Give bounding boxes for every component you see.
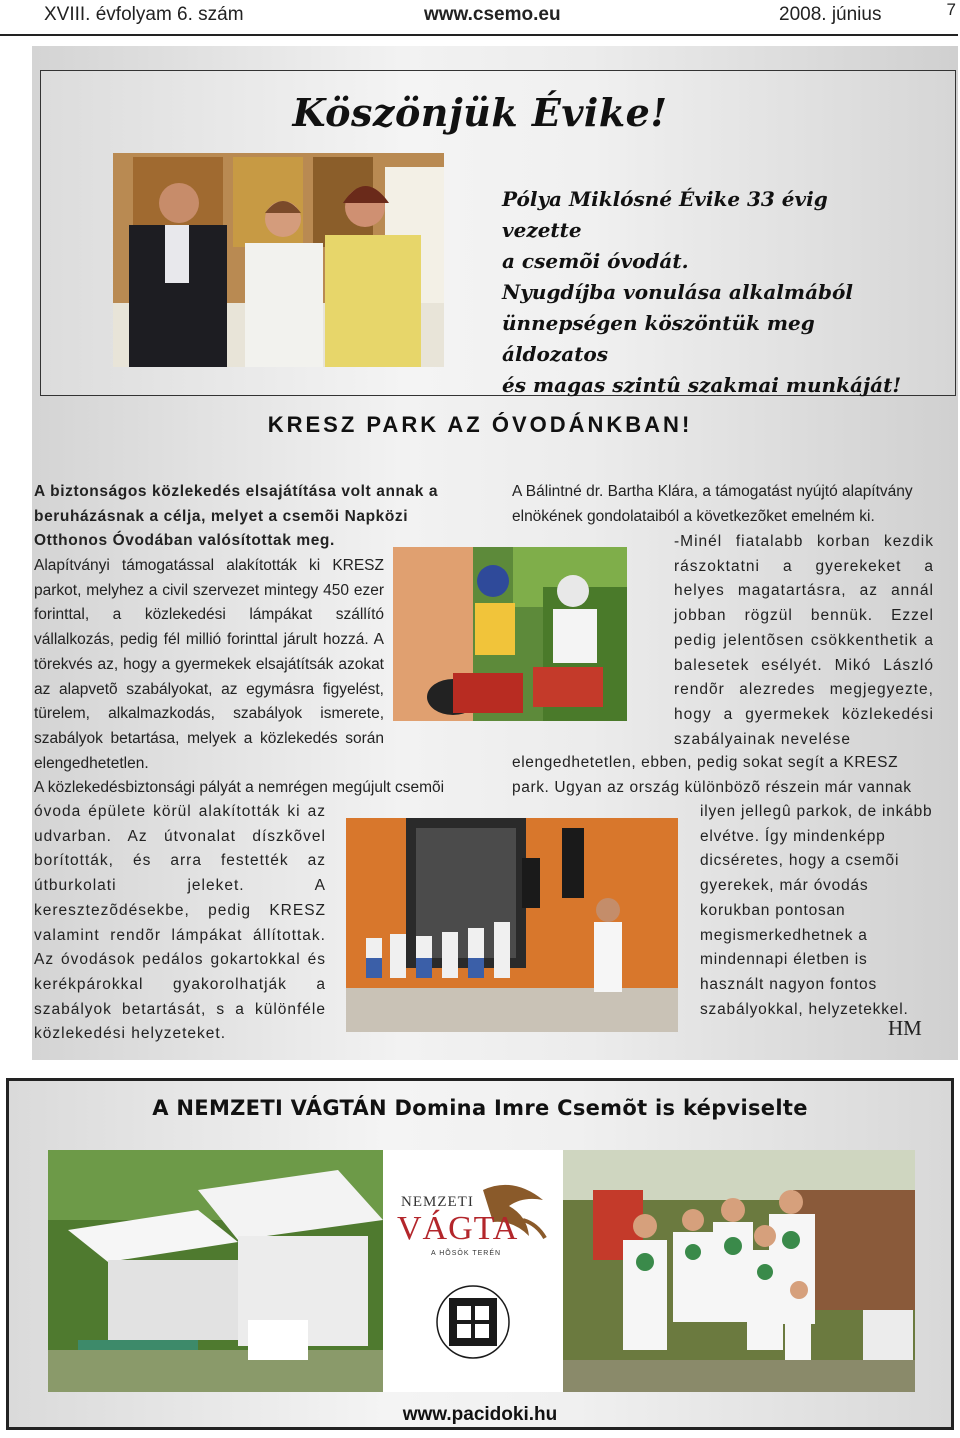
vagta-tent-photo <box>48 1150 383 1392</box>
article-lead <box>34 480 482 554</box>
page-number: 7 <box>946 0 956 19</box>
header-rule <box>0 34 958 36</box>
kresz-section-title: KRESZ PARK AZ ÓVODÁNKBAN! <box>267 412 693 437</box>
vagta-logo-sub: A HÕSÖK TERÉN <box>431 1250 502 1257</box>
retirement-photo-art <box>113 153 444 367</box>
thanks-line: és magas szintû szakmai munkáját! <box>502 373 902 397</box>
vagta-tent-photo-art <box>48 1150 383 1392</box>
vagta-logo-art <box>383 1150 563 1392</box>
vagta-logo-box <box>383 1150 563 1392</box>
kids-gokart-photo <box>393 547 627 721</box>
thanks-line: Pólya Miklósné Évike 33 évig vezette <box>502 187 828 242</box>
vagta-title: A NEMZETI VÁGTÁN Domina Imre Csemõt is képviselte <box>152 1096 808 1120</box>
header-website[interactable]: www.csemo.eu <box>424 4 561 25</box>
article-paragraph-2: óvoda épülete körül alakították ki az udvarban. Az útvonalat díszkõvel borították, és arra festették az útburkolati jeleket. A keresztezõdésekbe, pedig KRESZ valamint rendõr lámpákat állítottak. Az óvodások pedálos gokartokkal és kerékpárokkal gyakorolhatják a szabályok betartását, s a különféle közlekedési helyzeteket. <box>34 803 326 1043</box>
article-lead-text: A biztonságos közlekedés elsajátítása volt annak a beruházásnak a célja, melyet a csemõi Napközi Otthonos Óvodában valósítottak meg. <box>34 483 439 550</box>
pacidoki-url[interactable]: www.pacidoki.hu <box>402 1404 558 1425</box>
thanks-title: Köszönjük Évike! <box>292 90 668 135</box>
article-quote-intro: A Bálintné dr. Bartha Klára, a támogatást nyújtó alapítvány elnökének gondolataiból a következõket emelném ki. <box>512 483 913 525</box>
article-quote-end: ilyen jellegû parkok, de inkább elvétve. Így mindenképp dicséretes, hogy a csemõi gyerekek, már óvodás korukban pontosan megismerkedhetnek a mindennapi életben is használt nagyon fontos szabályokkal, helyzetekkel. <box>700 803 933 1018</box>
header-volume: XVIII. évfolyam 6. szám <box>44 4 244 25</box>
thanks-line: ünnepségen köszöntük meg áldozatos <box>502 311 815 366</box>
article-quote: -Minél fiatalabb korban kezdik rászoktatni a gyerekeket a helyes magatartásra, az annál jobban rögzül bennük. Ezzel pedig jelentõsen csökkenthetik a balesetek esélyét. Mikó László rendõr alezredes megjegyezte, hogy a gyermekek közlekedési szabályainak nevelése <box>674 533 934 748</box>
vagta-logo-nemzeti: NEMZETI <box>401 1194 474 1210</box>
vagta-logo-main: VÁGTA <box>397 1210 519 1247</box>
children-performance-photo <box>346 818 678 1032</box>
vagta-group-photo <box>563 1150 915 1392</box>
kids-gokart-photo-art <box>393 547 627 721</box>
thanks-line: a csemõi óvodát. <box>502 249 689 273</box>
vagta-group-photo-art <box>563 1150 915 1392</box>
article-paragraph-2-start: A közlekedésbiztonsági pályát a nemrégen megújult csemõi <box>34 779 445 796</box>
thanks-text <box>502 184 902 401</box>
thanks-line: Nyugdíjba vonulása alkalmából <box>502 280 853 304</box>
author-signature: HM <box>888 1016 922 1040</box>
children-performance-photo-art <box>346 818 678 1032</box>
article-paragraph-1: Alapítványi támogatással alakították ki KRESZ parkot, melyhez a civil szervezet mintegy 450 ezer forinttal, a közlekedési lámpákat szállító vállalkozás, pedig fél millió forinttal járult hozzá. A törekvés az, hogy a gyermekek elsajátítsák azokat az alapvetõ szabályokat, az egymásra figyelést, türelem, alkalmazkodás, szabályok ismerete, szabályok betartása, melyek a közlekedés során elengedhetetlen. <box>34 557 384 772</box>
header-date: 2008. június <box>779 4 882 25</box>
article-quote-continued: elengedhetetlen, ebben, pedig sokat segít a KRESZ park. Ugyan az ország különbözõ részein már vannak <box>512 754 912 796</box>
retirement-photo <box>113 153 444 367</box>
